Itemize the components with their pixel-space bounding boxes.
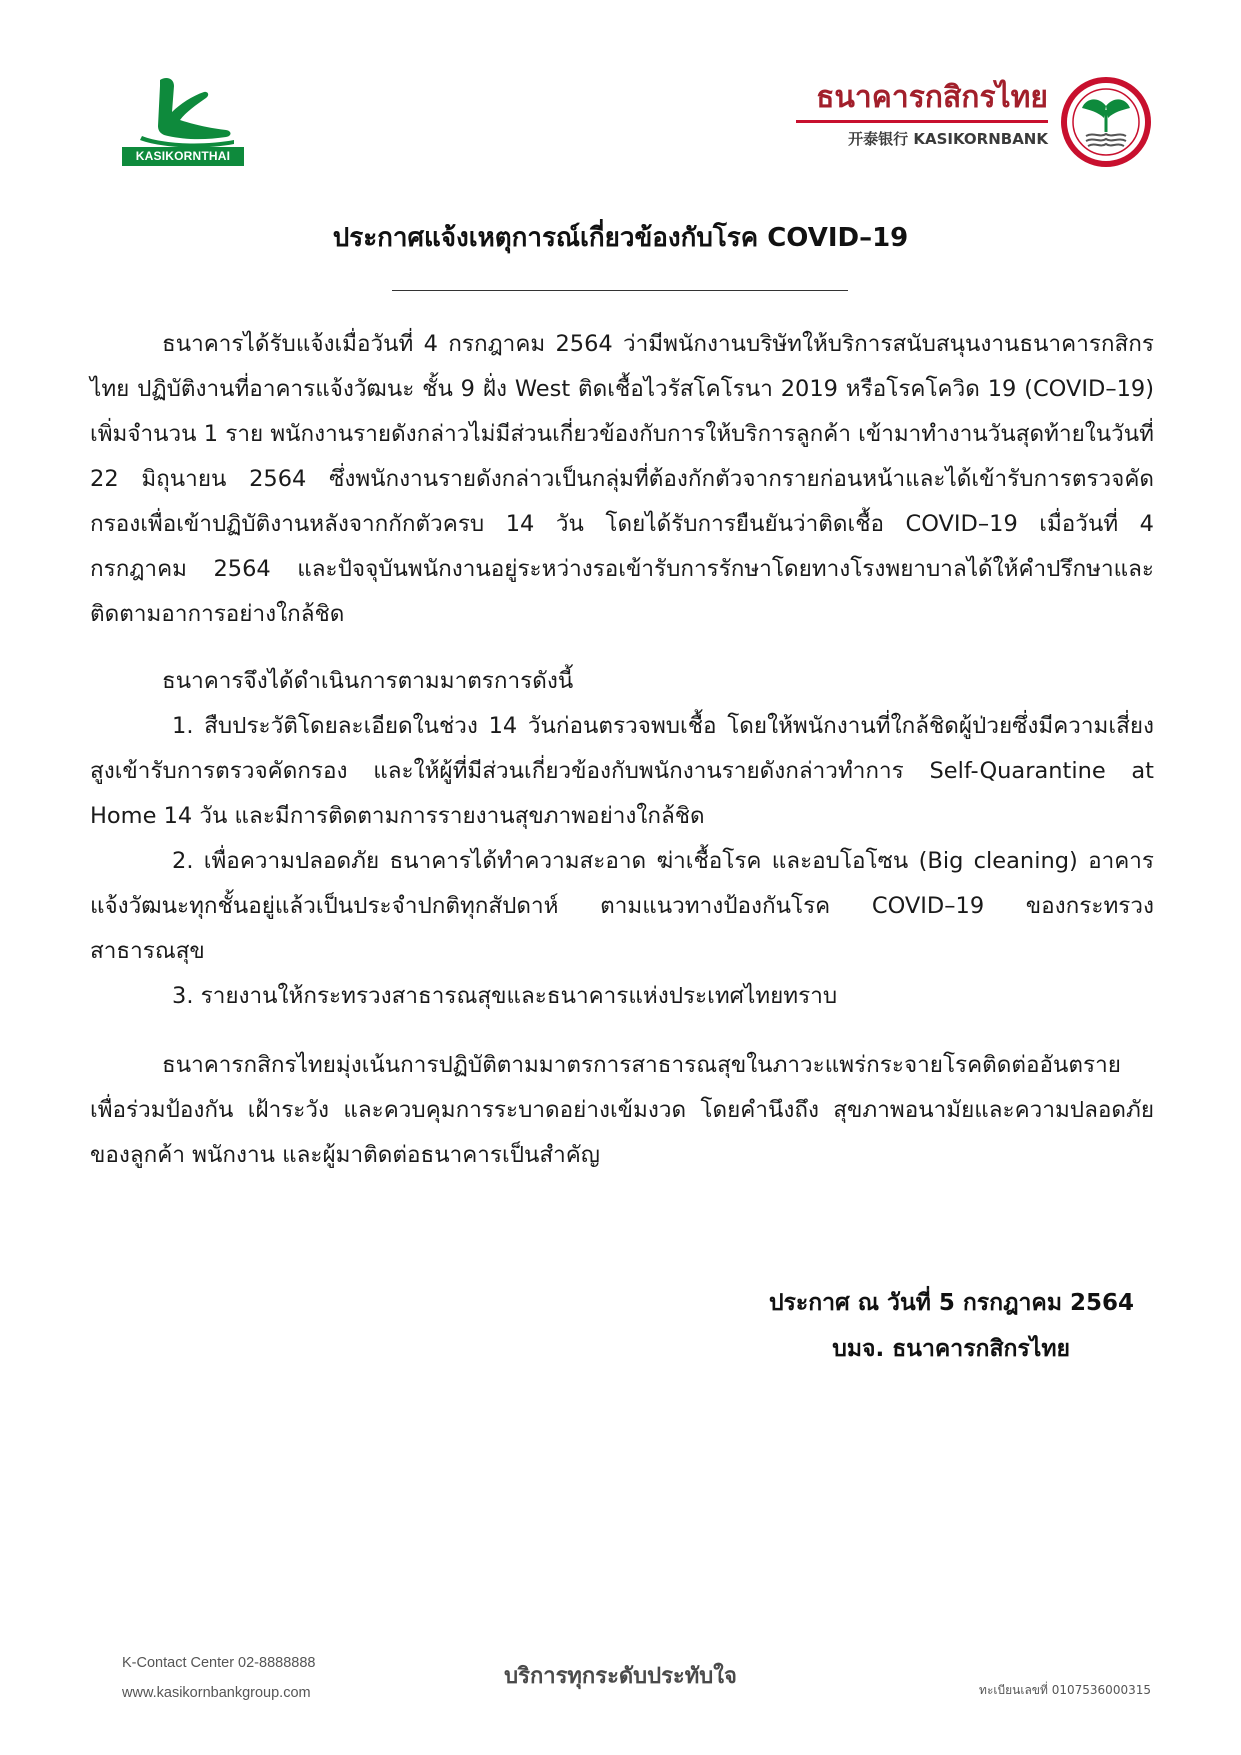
paragraph-gap: [90, 637, 1154, 659]
footer-slogan: บริการทุกระดับประทับใจ: [504, 1664, 737, 1689]
measure-item-1: 1. สืบประวัติโดยละเอียดในช่วง 14 วันก่อนตรวจพบเชื้อ โดยให้พนักงานที่ใกล้ชิดผู้ป่วยซึ่งมีความเสี่ยงสูงเข้ารับการตรวจคัดกรอง และให้ผู้ที่มีส่วนเกี่ยวข้องกับพนักงานรายดังกล่าวทำการ Self-Quarantine at Home 14 วัน และมีการติดตามการรายงานสุขภาพอย่างใกล้ชิด: [90, 713, 1154, 829]
kbank-seal-icon: [1060, 76, 1152, 168]
company-name: บมจ. ธนาคารกสิกรไทย: [832, 1336, 1070, 1362]
paragraph-gap: [90, 1019, 1154, 1043]
closing-paragraph: ธนาคารกสิกรไทยมุ่งเน้นการปฏิบัติตามมาตรการสาธารณสุขในภาวะแพร่กระจายโรคติดต่ออันตราย เพื่อร่วมป้องกัน เฝ้าระวัง และควบคุมการระบาดอย่างเข้มงวด โดยคำนึงถึง สุขภาพอนามัยและความปลอดภัยของลูกค้า พนักงาน และผู้มาติดต่อธนาคารเป็นสำคัญ: [90, 1052, 1154, 1168]
intro-paragraph: ธนาคารได้รับแจ้งเมื่อวันที่ 4 กรกฎาคม 2564 ว่ามีพนักงานบริษัทให้บริการสนับสนุนงานธนาคารกสิกรไทย ปฏิบัติงานที่อาคารแจ้งวัฒนะ ชั้น 9 ฝั่ง West ติดเชื้อไวรัสโคโรนา 2019 หรือโรคโควิด 19 (COVID–19) เพิ่มจำนวน 1 ราย พนักงานรายดังกล่าวไม่มีส่วนเกี่ยวข้องกับการให้บริการลูกค้า เข้ามาทำงานวันสุดท้ายในวันที่ 22 มิถุนายน 2564 ซึ่งพนักงานรายดังกล่าวเป็นกลุ่มที่ต้องกักตัวจากรายก่อนหน้าและได้เข้ารับการตรวจคัดกรองเพื่อเข้าปฏิบัติงานหลังจากกักตัวครบ 14 วัน โดยได้รับการยืนยันว่าติดเชื้อ COVID–19 เมื่อวันที่ 4 กรกฎาคม 2564 และปัจจุบันพนักงานอยู่ระหว่างรอเข้ารับการรักษาโดยทางโรงพยาบาลได้ให้คำปรึกษาและติดตามอาการอย่างใกล้ชิด: [90, 331, 1154, 627]
kasikornthai-logo: [122, 74, 244, 166]
brand-divider: [796, 120, 1048, 123]
kasikornthai-label: KASIKORNTHAI: [122, 147, 244, 166]
registration-number: ทะเบียนเลขที่ 0107536000315: [979, 1683, 1151, 1697]
measures-intro: ธนาคารจึงได้ดำเนินการตามมาตรการดังนี้: [162, 668, 574, 694]
measure-item-3: 3. รายงานให้กระทรวงสาธารณสุขและธนาคารแห่งประเทศไทยทราบ: [172, 983, 838, 1009]
announcement-body: [90, 322, 1154, 1178]
signature-block: [600, 1280, 1134, 1372]
contact-center: K-Contact Center 02-8888888: [122, 1655, 316, 1671]
brand-name-en: 开泰银行 KASIKORNBANK: [848, 130, 1048, 148]
website-link[interactable]: www.kasikornbankgroup.com: [122, 1685, 311, 1701]
announcement-date: ประกาศ ณ วันที่ 5 กรกฎาคม 2564: [768, 1290, 1134, 1316]
k-leaf-icon: [122, 74, 244, 148]
kasikornbank-logo: [796, 76, 1156, 168]
page-title: ประกาศแจ้งเหตุการณ์เกี่ยวข้องกับโรค COVID–19: [332, 223, 909, 253]
measure-item-2: 2. เพื่อความปลอดภัย ธนาคารได้ทำความสะอาด ฆ่าเชื้อโรค และอบโอโซน (Big cleaning) อาคารแจ้งวัฒนะทุกชั้นอยู่แล้วเป็นประจำปกติทุกสัปดาห์ ตามแนวทางป้องกันโรค COVID–19 ของกระทรวงสาธารณสุข: [90, 848, 1154, 964]
brand-name-th: ธนาคารกสิกรไทย: [816, 80, 1048, 115]
title-divider: [392, 290, 848, 291]
